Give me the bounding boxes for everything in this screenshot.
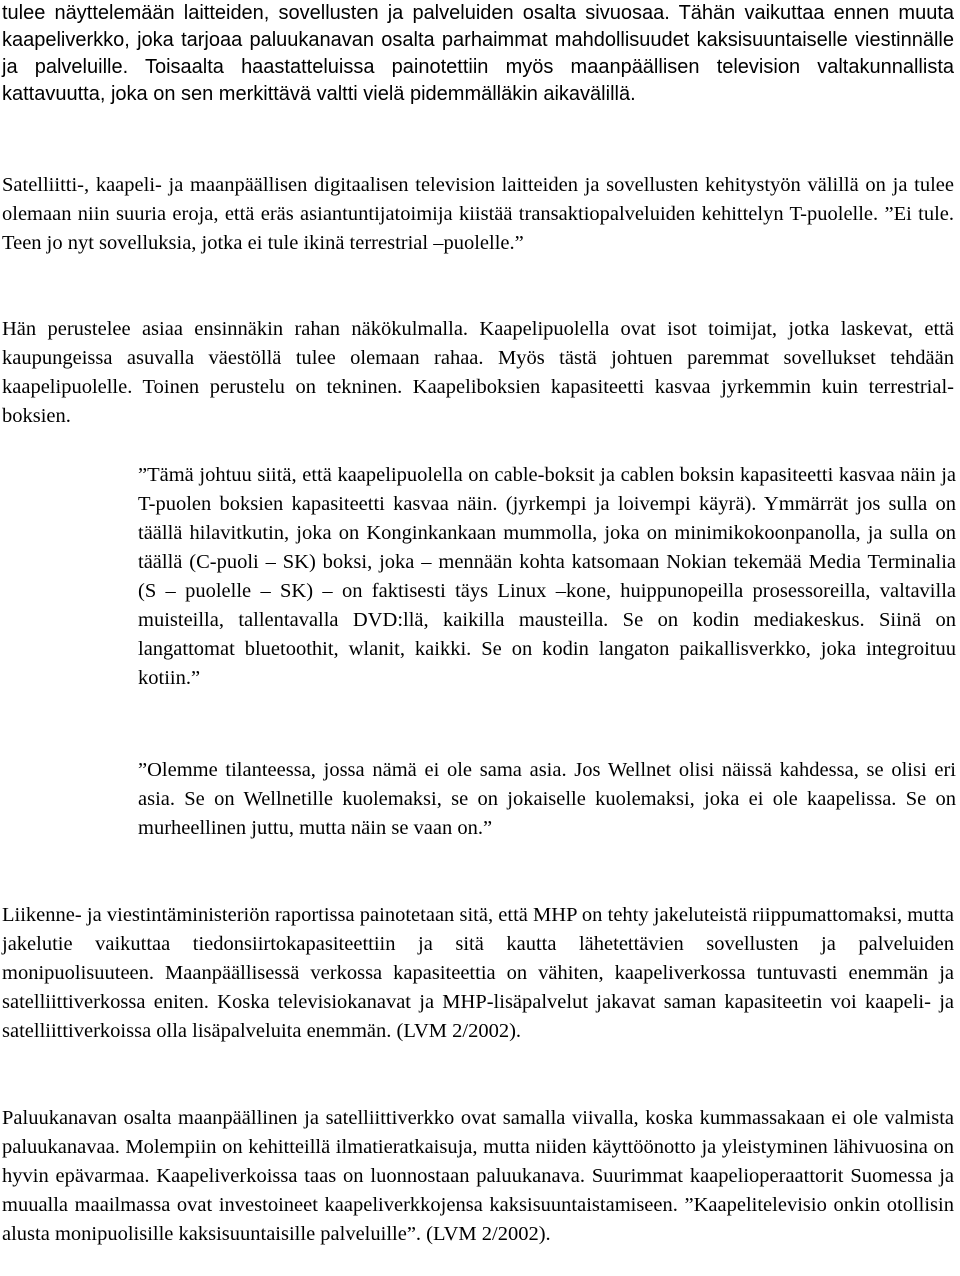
body-paragraph: Hän perustelee asiaa ensinnäkin rahan näkökulmalla. Kaapelipuolella ovat isot toimijat, jotka laskevat, että kaupungeissa asuvalla väestöllä tulee olemaan rahaa. Myös tästä johtuen paremmat sovellukset tehdään kaapelipuolelle. Toinen perustelu on tekninen. Kaapeliboksien kapasiteetti kasvaa jyrkemmin kuin terrestrial-boksien. — [2, 318, 954, 427]
interview-quote: ”Olemme tilanteessa, jossa nämä ei ole sama asia. Jos Wellnet olisi näissä kahdessa, se olisi eri asia. Se on Wellnetille kuolemaksi, se on jokaiselle kuolemaksi, joka ei ole kaapelissa. Se on murheellinen juttu, mutta näin se vaan on.” — [138, 759, 956, 839]
body-paragraph: Paluukanavan osalta maanpäällinen ja satelliittiverkko ovat samalla viivalla, koska kummassakaan ei ole valmista paluukanavaa. Molempiin on kehitteillä ilmatieratkaisuja, mutta niiden käyttöönotto ja yleistyminen lähivuosina on hyvin epävarmaa. Kaapeliverkoissa taas on luonnostaan paluukanava. Suurimmat kaapelioperaattorit Suomessa ja muualla maailmassa ovat investoineet kaapeliverkkojensa kaksisuuntaistamiseen. ”Kaapelitelevisio onkin otollisin alusta monipuolisille kaksisuuntaisille palveluille”. (LVM 2/2002). — [2, 1107, 954, 1245]
interview-quote: ”Tämä johtuu siitä, että kaapelipuolella on cable-boksit ja cablen boksin kapasiteetti kasvaa näin ja T-puolen boksien kapasiteetti kasvaa näin. (jyrkempi ja loivempi käyrä). Ymmärrät jos sulla on täällä hilavitkutin, joka on Konginkankaan mummolla, joka on minimikokoonpanolla, ja sulla on täällä (C-puoli – SK) boksi, joka – mennään kohta katsomaan Nokian tekemää Media Terminalia (S – puolelle – SK) – on faktisesti täys Linux –kone, huippunopeilla prosessoreilla, valtavilla muisteilla, tallentavalla DVD:llä, kaikilla mausteilla. Se on kodin mediakeskus. Siinä on langattomat bluetoothit, wlanit, kaikki. Se on kodin langaton paikallisverkko, joka integroituu kotiin.” — [138, 464, 956, 689]
body-paragraph: tulee näyttelemään laitteiden, sovellusten ja palveluiden osalta sivuosaa. Tähän vaikuttaa ennen muuta kaapeliverkko, joka tarjoaa paluukanavan osalta parhaimmat mahdollisuudet kaksisuuntaiselle viestinnälle ja palveluille. Toisaalta haastatteluissa painotettiin myös maanpäällisen television valtakunnallista kattavuutta, joka on sen merkittävä valtti vielä pidemmälläkin aikavälillä. — [2, 2, 954, 105]
body-paragraph: Satelliitti-, kaapeli- ja maanpäällisen digitaalisen television laitteiden ja sovellusten kehitystyön välillä on ja tulee olemaan niin suuria eroja, että eräs asiantuntijatoimija kiistää transaktiopalveluiden kehittelyn T-puolelle. ”Ei tule. Teen jo nyt sovelluksia, jotka ei tule ikinä terrestrial –puolelle.” — [2, 174, 954, 254]
body-paragraph: Liikenne- ja viestintäministeriön raportissa painotetaan sitä, että MHP on tehty jakeluteistä riippumattomaksi, mutta jakelutie vaikuttaa tiedonsiirtokapasiteettiin ja sitä kautta lähetettävien sovellusten ja palveluiden monipuolisuuteen. Maanpäällisessä verkossa kapasiteettia on vähiten, kaapeliverkossa tuntuvasti enemmän ja satelliittiverkossa eniten. Koska televisiokanavat ja MHP-lisäpalvelut jakavat saman kapasiteetin voi kaapeli- ja satelliittiverkoissa olla lisäpalveluita enemmän. (LVM 2/2002). — [2, 904, 954, 1042]
